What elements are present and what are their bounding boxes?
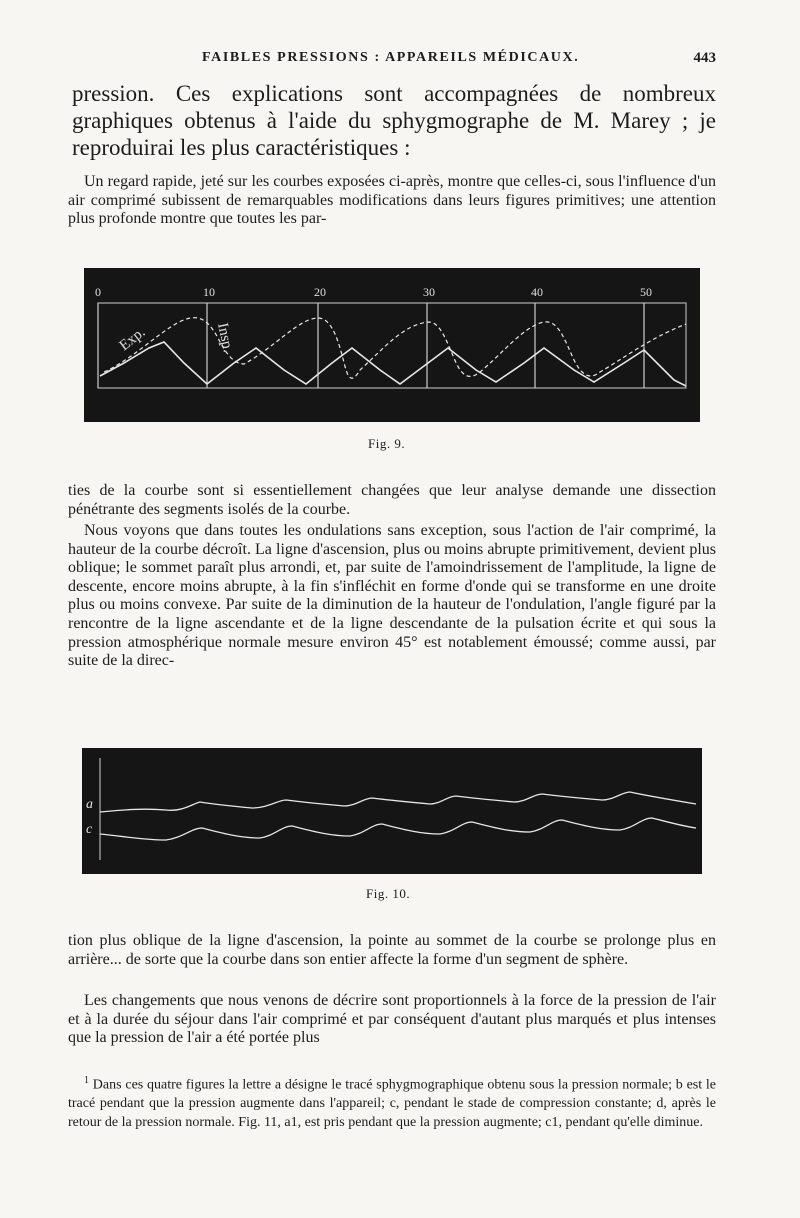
paragraph-5-text: Les changements que nous venons de décrire sont proportionnels à la force de la pression de l'air et à la durée du séjour dans l'air comprimé et par conséquent d'autant plus marqués et plus intenses que la pression de l'air a été portée plus (68, 992, 716, 1047)
scale-label-30: 30 (423, 285, 435, 299)
figure-10 (82, 748, 702, 874)
paragraph-5 (68, 992, 716, 1048)
trace-a (100, 792, 696, 812)
paragraph-4 (68, 932, 716, 969)
figure-9-frame (98, 303, 686, 388)
figure-10-plot (82, 748, 702, 874)
scale-label-10: 10 (203, 285, 215, 299)
scale-label-0: 0 (95, 285, 101, 299)
figure-9 (84, 268, 700, 422)
paragraph-3 (68, 522, 716, 671)
label-insp: Insp. (214, 321, 236, 354)
trace-c (100, 818, 696, 840)
figure-9-solid-trace (100, 342, 686, 386)
paragraph-1-text: Un regard rapide, jeté sur les courbes exposées ci-après, montre que celles-ci, sous l'influence d'un air comprimé subissent de remarquables modifications dans leurs figures primitives; une attention plus profonde montre que toutes les par- (68, 173, 716, 228)
footnote (68, 1072, 716, 1132)
page-number: 443 (693, 50, 716, 66)
scale-label-40: 40 (531, 285, 543, 299)
footnote-text: Dans ces quatre figures la lettre a désigne le tracé sphygmographique obtenu sous la pression normale; b est le tracé pendant que la pression augmente dans l'appareil; c, pendant le stade de compression constante; d, après le retour de la pression normale. Fig. 11, a1, est pris pendant que la pression augmente; c1, pendant qu'elle diminue. (68, 1077, 717, 1130)
paragraph-4-text: tion plus oblique de la ligne d'ascension, la pointe au sommet de la courbe se prolonge plus en arrière... de sorte que la courbe dans son entier affecte la forme d'un segment de sphère. (68, 932, 716, 968)
footnote-text-line (68, 1072, 716, 1132)
figure-9-caption: Fig. 9. (368, 436, 406, 451)
paragraph-1 (68, 173, 716, 229)
scale-label-20: 20 (314, 285, 326, 299)
figure-10-caption: Fig. 10. (366, 886, 411, 901)
paragraph-2 (68, 482, 716, 519)
figure-9-plot (84, 268, 700, 422)
scale-label-50: 50 (640, 285, 652, 299)
label-exp: Exp. (116, 324, 149, 355)
label-c: c (86, 822, 93, 837)
paragraph-3-text: Nous voyons que dans toutes les ondulations sans exception, sous l'action de l'air comprimé, la hauteur de la courbe décroît. La ligne d'ascension, plus ou moins abrupte primitivement, devient plus oblique; le sommet paraît plus arrondi, et, par suite de l'amoindrissement de l'amplitude, la ligne de descente, encore moins abrupte, à la fin s'infléchit en forme d'onde qui se transforme en une droite plus ou moins convexe. Par suite de la diminution de la hauteur de l'ondulation, l'angle figuré par la rencontre de la ligne ascendante et de la ligne descendante de la pulsation écrite et qui sous la pression atmosphérique normale mesure environ 45° est notablement émoussé; comme aussi, par suite de la direc- (68, 522, 716, 670)
paragraph-2-text: ties de la courbe sont si essentiellement changées que leur analyse demande une dissection pénétrante des segments isolés de la courbe. (68, 482, 716, 518)
running-header (72, 50, 716, 70)
footnote-marker: 1 (84, 1075, 89, 1086)
label-a: a (86, 797, 93, 812)
running-title: FAIBLES PRESSIONS : APPAREILS MÉDICAUX. (202, 50, 580, 65)
lead-paragraph: pression. Ces explications sont accompagnées de nombreux graphiques obtenus à l'aide du sphygmographe de M. Marey ; je reproduirai les plus caractéristiques : (72, 81, 716, 160)
